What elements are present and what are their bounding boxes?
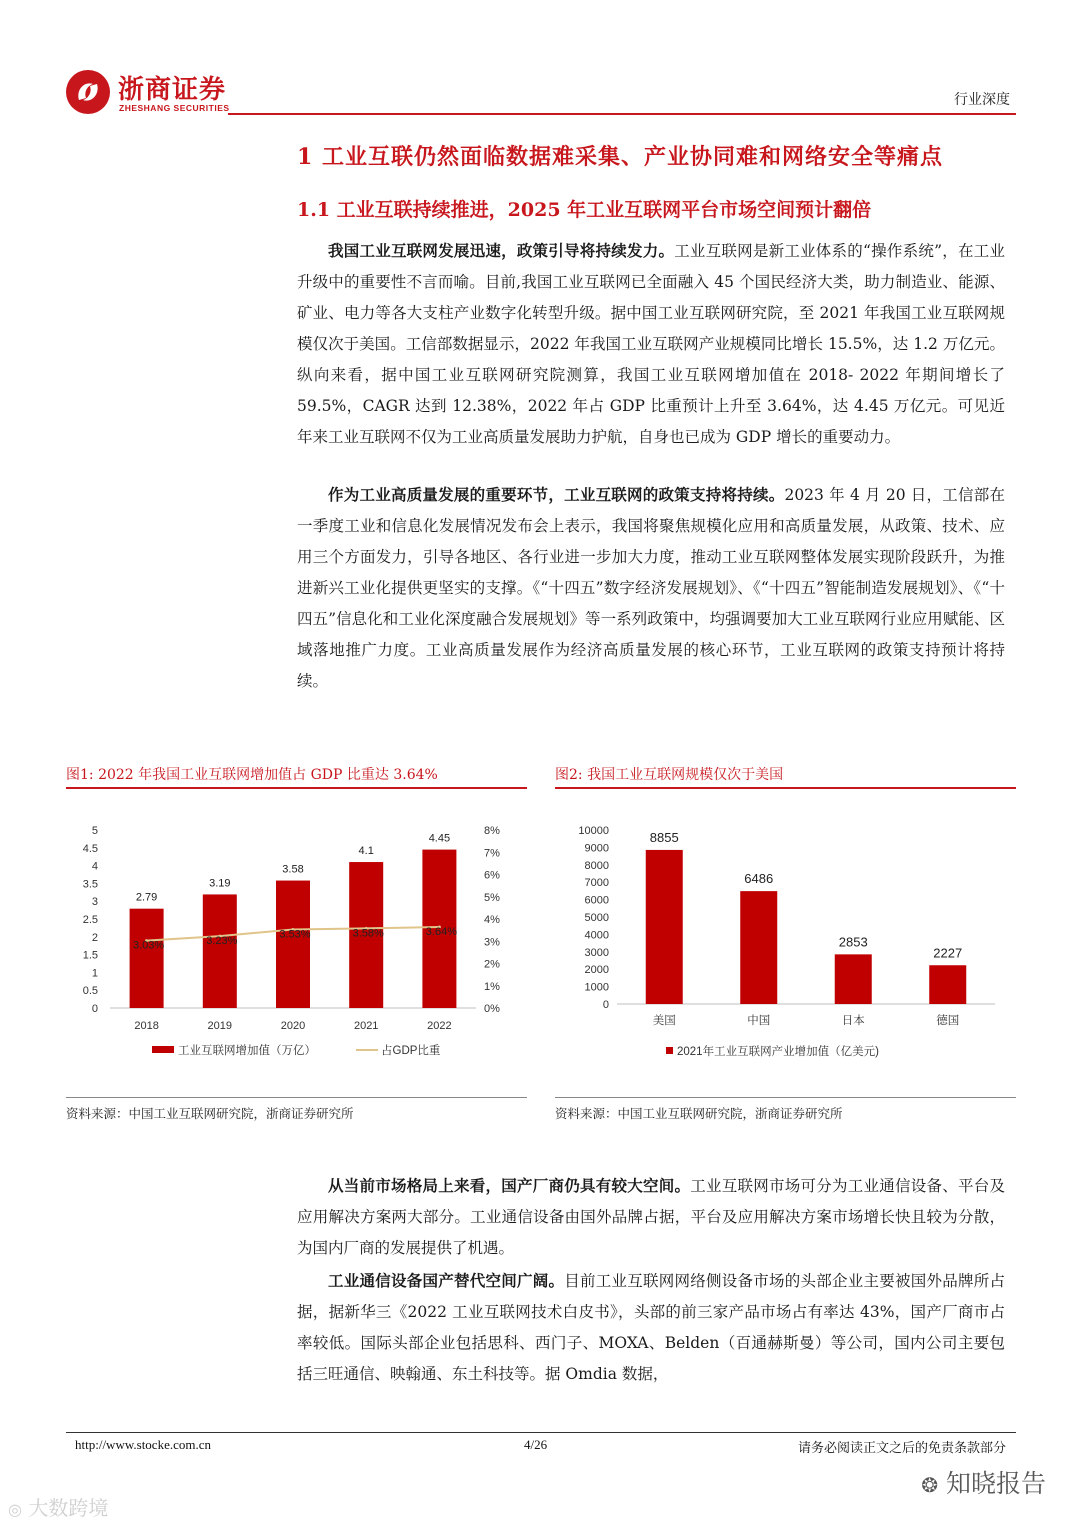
x-tick-label: 中国 — [747, 1015, 771, 1027]
figure-2-title: 图2: 我国工业互联网规模仅次于美国 — [555, 767, 784, 783]
bar — [740, 891, 777, 1004]
wechat-icon: ❂ — [921, 1473, 939, 1497]
figure-2-source: 资料来源：中国工业互联网研究院，浙商证券研究所 — [555, 1106, 843, 1121]
company-name: 浙商证券 — [118, 75, 227, 105]
y2-tick-label: 0% — [484, 1003, 500, 1015]
y2-tick-label: 3% — [484, 936, 500, 949]
figure-1-rule — [66, 787, 527, 789]
paragraph-body: 工业互联网市场可分为工业通信设备、平台及应用解决方案两大部分。工业通信设备由国外品牌占据，平台及应用解决方案市场增长快且较为分散，为国内厂商的发展提供了机遇。 — [297, 1177, 1005, 1257]
y-tick-label: 2000 — [584, 964, 609, 977]
line-data-label: 3.23% — [206, 935, 238, 948]
x-tick-label: 2022 — [427, 1020, 452, 1032]
y-tick-label: 0 — [91, 1003, 98, 1015]
report-type-tag: 行业深度 — [954, 92, 1010, 108]
paragraph — [297, 479, 1005, 697]
figure-1-bottom-rule — [66, 1097, 527, 1098]
company-logo-icon — [66, 70, 110, 114]
y-tick-label: 9000 — [584, 842, 609, 855]
bar-data-label: 6486 — [744, 871, 774, 887]
footer-url-link[interactable]: http://www.stocke.com.cn — [75, 1437, 211, 1452]
y2-tick-label: 5% — [484, 891, 500, 904]
paragraph-lead: 我国工业互联网发展迅速，政策引导将持续发力。 — [328, 241, 675, 260]
figure-1-source: 资料来源：中国工业互联网研究院，浙商证券研究所 — [66, 1106, 354, 1121]
legend-label: 工业互联网增加值（万亿） — [178, 1045, 316, 1057]
y-tick-label: 1000 — [584, 981, 609, 994]
legend-bar-swatch — [666, 1047, 673, 1054]
y-tick-label: 1 — [91, 967, 98, 980]
page-number: 4/26 — [524, 1437, 548, 1452]
company-name-en: ZHESHANG SECURITIES — [119, 103, 230, 113]
line-data-label: 3.58% — [352, 927, 384, 940]
x-tick-label: 美国 — [652, 1015, 676, 1027]
figure-2-rule — [555, 787, 1016, 789]
bar-data-label: 2853 — [838, 934, 868, 950]
y-tick-label: 6000 — [584, 894, 609, 907]
header-divider — [228, 113, 1016, 115]
y-tick-label: 3 — [91, 896, 98, 909]
y-tick-label: 7000 — [584, 877, 609, 890]
y2-tick-label: 4% — [484, 914, 500, 926]
watermark-right-text: 知晓报告 — [945, 1469, 1046, 1498]
line-data-label: 3.03% — [132, 939, 165, 952]
watermark-left — [8, 1492, 108, 1521]
bar-data-label: 3.19 — [209, 877, 231, 890]
y-tick-label: 2 — [91, 931, 98, 944]
x-tick-label: 日本 — [841, 1015, 865, 1027]
paragraph-lead: 作为工业高质量发展的重要环节，工业互联网的政策支持将持续。 — [328, 485, 785, 504]
bar — [130, 909, 164, 1008]
x-tick-label: 2021 — [353, 1020, 379, 1032]
x-tick-label: 2018 — [134, 1020, 159, 1032]
y2-tick-label: 1% — [484, 980, 500, 993]
subsection-title: 1.1 工业互联持续推进，2025 年工业互联网平台市场空间预计翻倍 — [297, 199, 872, 221]
x-tick-label: 德国 — [936, 1015, 960, 1027]
section-title: 1 工业互联仍然面临数据难采集、产业协同难和网络安全等痛点 — [297, 144, 943, 170]
y2-tick-label: 8% — [484, 825, 500, 837]
legend-label: 占GDP比重 — [381, 1045, 441, 1057]
y-tick-label: 3.5 — [82, 878, 98, 891]
y-tick-label: 0 — [602, 999, 609, 1011]
bar — [929, 965, 966, 1004]
paragraph-lead: 从当前市场格局上来看，国产厂商仍具有较大空间。 — [328, 1176, 691, 1195]
bar-data-label: 4.1 — [358, 845, 374, 858]
bar-data-label: 3.58 — [282, 863, 304, 876]
y2-tick-label: 7% — [484, 847, 500, 860]
paragraph-lead: 工业通信设备国产替代空间广阔。 — [328, 1271, 565, 1290]
figure-2-bottom-rule — [555, 1097, 1016, 1098]
y-tick-label: 10000 — [578, 825, 609, 837]
y-tick-label: 5 — [91, 825, 98, 837]
y2-tick-label: 6% — [484, 869, 500, 882]
paragraph — [297, 235, 1005, 453]
bar — [203, 894, 237, 1008]
paragraph-body: 2023 年 4 月 20 日，工信部在一季度工业和信息化发展情况发布会上表示，我国将聚焦规模化应用和高质量发展，从政策、技术、应用三个方面发力，引导各地区、各行业进一步加大力度，推动工业互联网整体发展实现阶段跃升，为推进新兴工业化提供更坚实的支撑。《“十四五”数字经济发展规划》、《“十四五”智能制造发展规划》、《“十四五”信息化和工业化深度融合发展规划》等一系列政策中，均强调要加大工业互联网行业应用赋能、区域落地推广力度。工业高质量发展作为经济高质量发展的核心环节，工业互联网的政策支持预计将持续。 — [297, 486, 1005, 690]
watermark-right — [921, 1464, 1046, 1500]
watermark-left-text: 大数跨境 — [28, 1496, 109, 1520]
x-tick-label: 2019 — [207, 1020, 233, 1032]
bar — [646, 850, 683, 1004]
paragraph — [297, 1265, 1005, 1390]
y2-tick-label: 2% — [484, 958, 500, 971]
figure-1-title: 图1: 2022 年我国工业互联网增加值占 GDP 比重达 3.64% — [66, 767, 438, 783]
y-tick-label: 4.5 — [82, 842, 98, 855]
paragraph-body: 目前工业互联网网络侧设备市场的头部企业主要被国外品牌所占据，据新华三《2022 工业互联网技术白皮书》，头部的前三家产品市场占有率达 43%，国产厂商市占率较低。国际头部企业包括思科、西门子、MOXA、Belden（百通赫斯曼）等公司，国内公司主要包括三旺通信、映翰通、东土科技等。据 Omdia 数据， — [297, 1272, 1005, 1383]
footer-disclaimer: 请务必阅读正文之后的免责条款部分 — [797, 1441, 1006, 1456]
y-tick-label: 3000 — [584, 946, 609, 959]
weibo-icon: ◎ — [8, 1500, 22, 1519]
paragraph-body: 工业互联网是新工业体系的“操作系统”，在工业升级中的重要性不言而喻。目前,我国工业互联网已全面融入 45 个国民经济大类，助力制造业、能源、矿业、电力等各大支柱产业数字化转型升级。据中国工业互联网研究院，至 2021 年我国工业互联网规模仅次于美国。工信部数据显示，2022 年我国工业互联网产业规模同比增长 15.5%，达 1.2 万亿元。纵向来看，据中国工业互联网研究院测算，我国工业互联网增加值在 2018- 2022 年期间增长了 59.5%，CAGR 达到 12.38%，2022 年占 GDP 比重预计上升至 3.64%，达 4.45 万亿元。可见近年来工业互联网不仅为工业高质量发展助力护航，自身也已成为 GDP 增长的重要动力。 — [297, 242, 1005, 446]
legend-label: 2021年工业互联网产业增加值（亿美元) — [677, 1046, 879, 1058]
y-tick-label: 0.5 — [82, 985, 98, 998]
figure-2-chart — [555, 810, 1016, 1090]
y-tick-label: 2.5 — [82, 914, 98, 926]
bar — [276, 881, 310, 1008]
legend-bar-swatch — [152, 1046, 174, 1053]
line-data-label: 3.64% — [425, 926, 458, 939]
y-tick-label: 4000 — [584, 929, 609, 942]
bar-data-label: 4.45 — [428, 832, 451, 845]
bar-data-label: 8855 — [649, 829, 679, 845]
y-tick-label: 1.5 — [82, 949, 98, 962]
bar-data-label: 2.79 — [135, 891, 158, 904]
paragraph — [297, 1170, 1005, 1264]
footer-divider — [66, 1432, 1016, 1433]
bar — [835, 954, 872, 1004]
bar-data-label: 2227 — [933, 945, 963, 961]
y-tick-label: 5000 — [584, 912, 609, 924]
figure-1-chart — [66, 810, 527, 1090]
x-tick-label: 2020 — [280, 1020, 306, 1032]
y-tick-label: 4 — [91, 860, 98, 873]
line-data-label: 3.53% — [279, 928, 311, 941]
y-tick-label: 8000 — [584, 859, 609, 872]
